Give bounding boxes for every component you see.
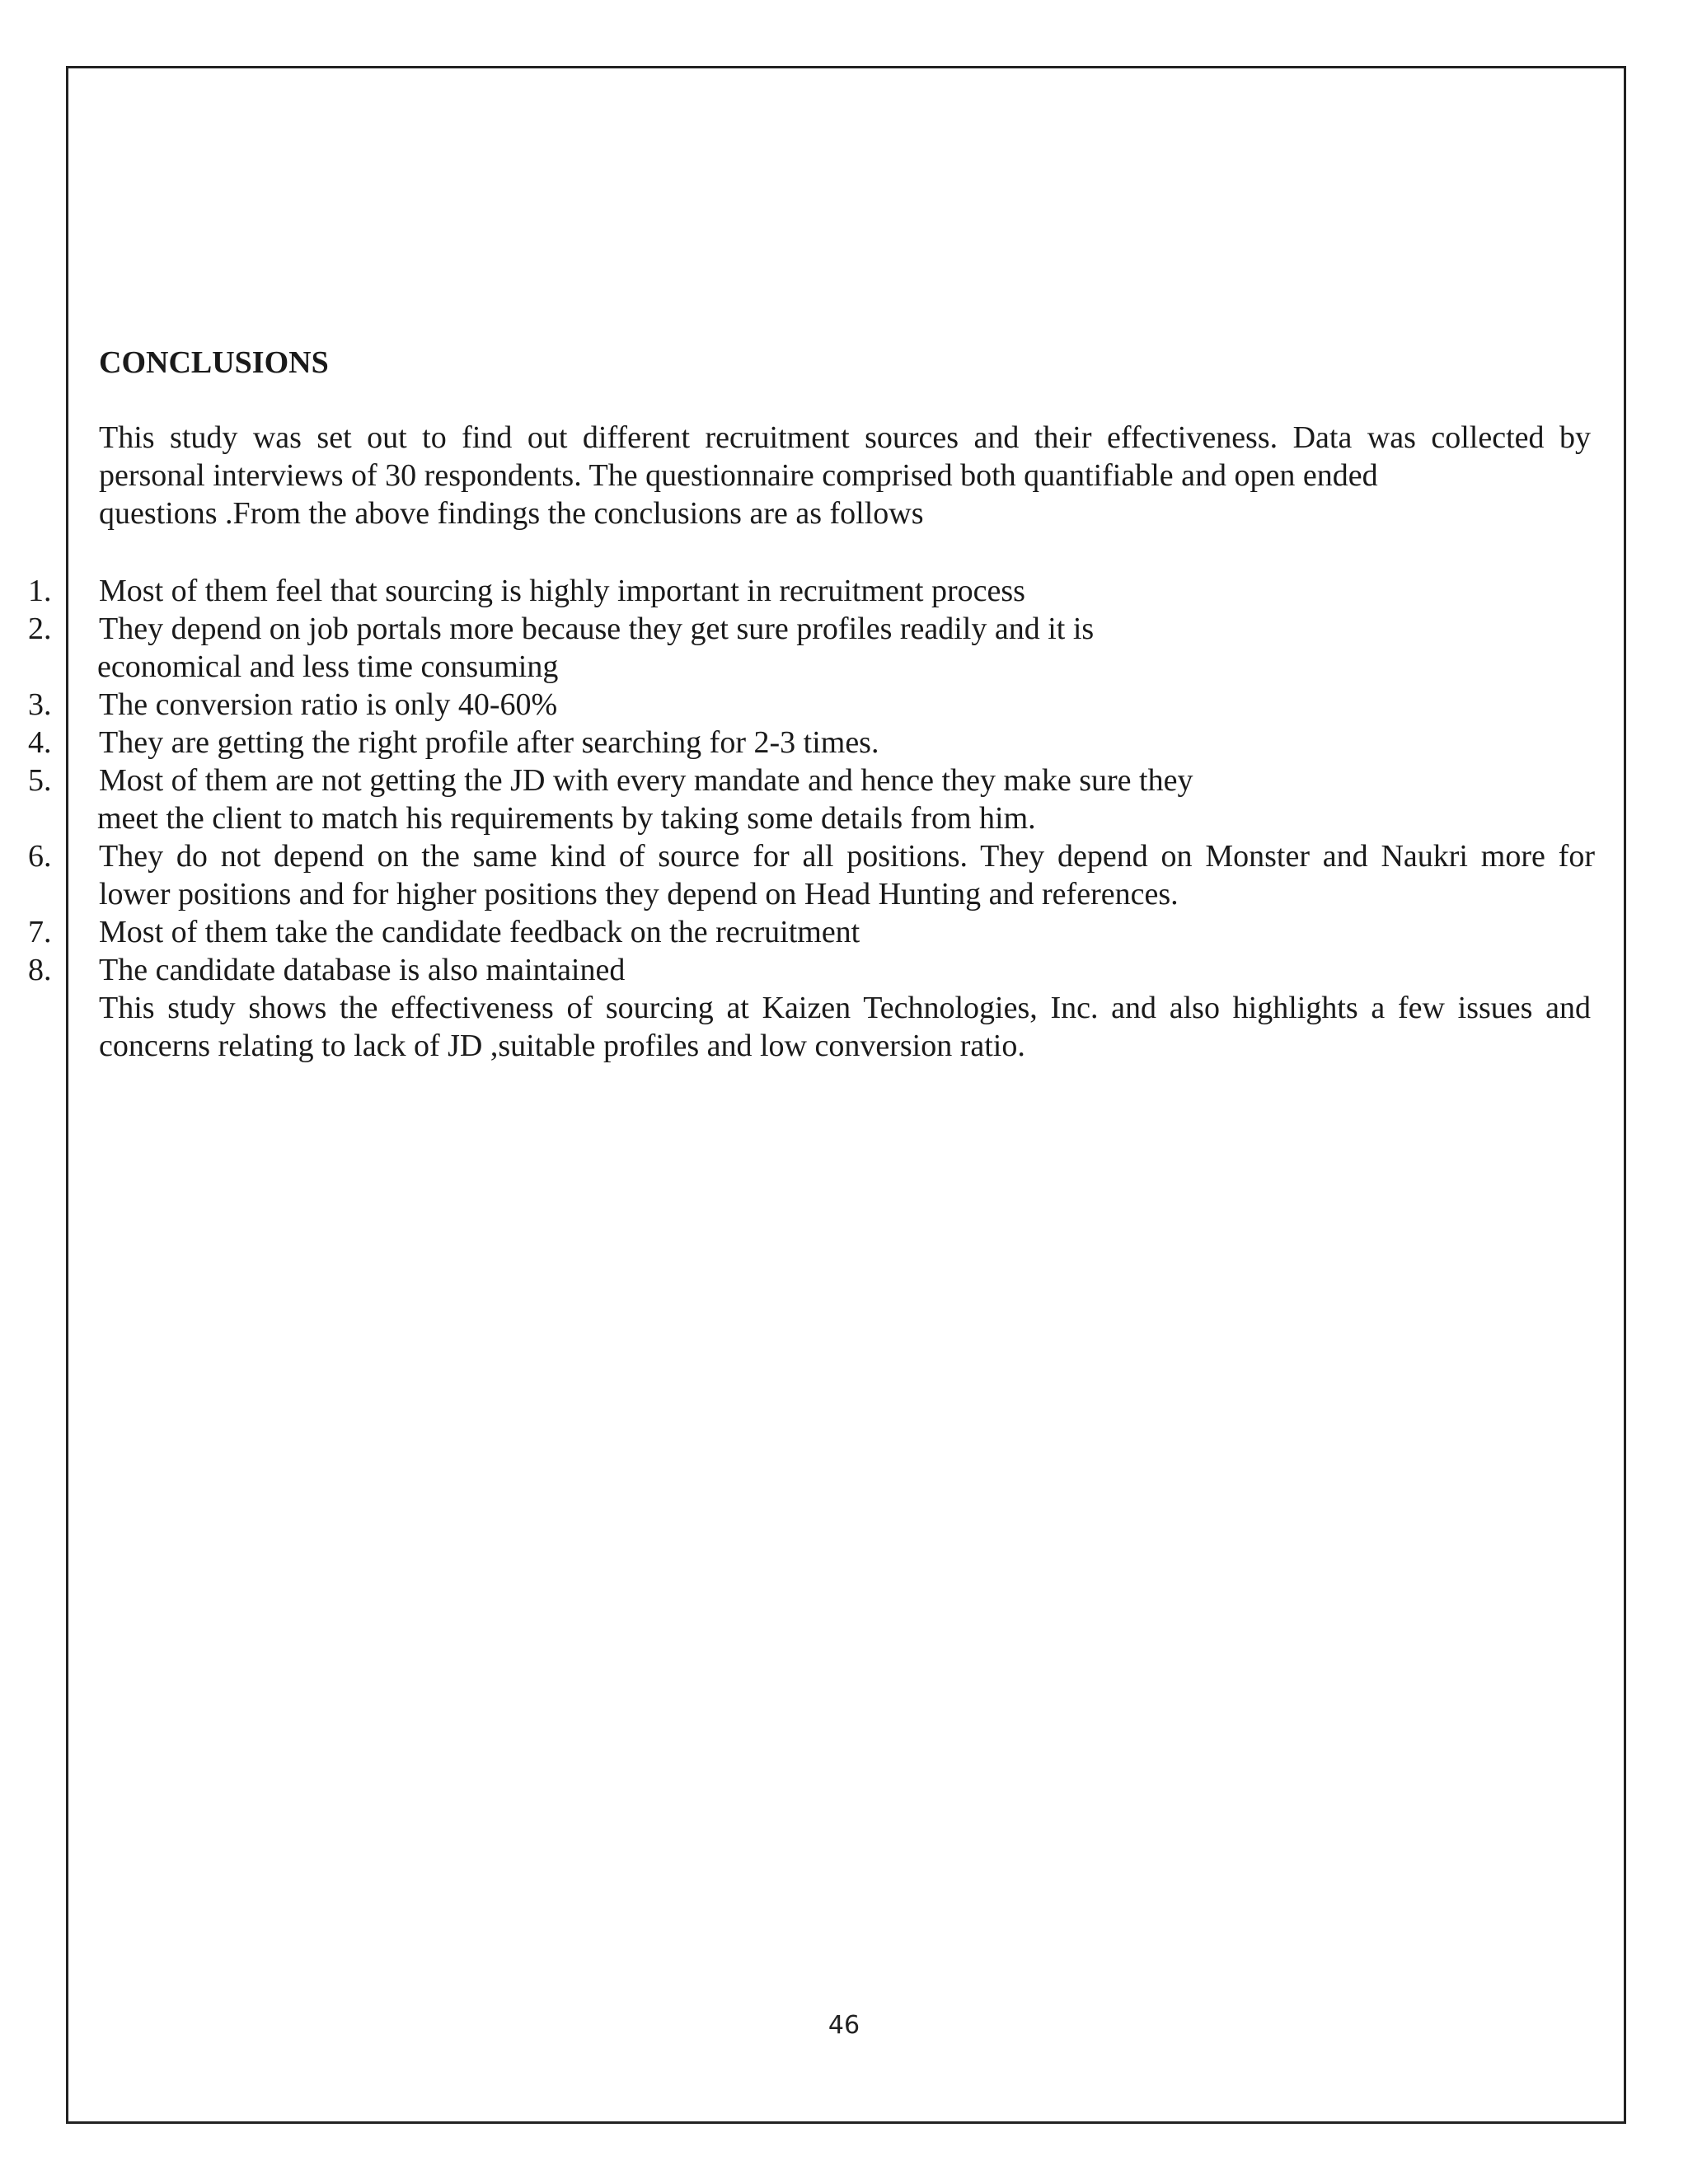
list-item-number: 3. — [28, 687, 52, 722]
list-item-line: The conversion ratio is only 40-60% — [99, 687, 558, 722]
closing-paragraph — [99, 989, 1591, 1065]
list-item-number: 5. — [28, 763, 52, 798]
list-item-number: 4. — [28, 725, 52, 760]
list-item-text — [99, 951, 1595, 989]
list-item-line: Most of them feel that sourcing is highly important in recruitment process — [99, 574, 1025, 608]
list-item-number: 7. — [28, 915, 52, 949]
list-item-line: They are getting the right profile after searching for 2-3 times. — [99, 725, 879, 760]
closing-line: This study shows the effectiveness of sourcing at Kaizen Technologies, Inc. and also highlights a few issues and — [99, 991, 1591, 1025]
conclusions-list — [0, 572, 1595, 989]
list-item — [0, 572, 1595, 610]
closing-line: concerns relating to lack of JD ,suitable profiles and low conversion ratio. — [99, 1029, 1025, 1063]
list-item — [0, 762, 1595, 837]
intro-line: questions .From the above findings the conclusions are as follows — [99, 496, 924, 531]
list-item-text — [99, 610, 1595, 686]
list-item-line: Most of them take the candidate feedback on the recruitment — [99, 915, 860, 949]
intro-line: This study was set out to find out different recruitment sources and their effectiveness. Data was collected by — [99, 420, 1591, 455]
list-item-text — [99, 837, 1595, 913]
list-item — [0, 610, 1595, 686]
list-item-line: The candidate database is also maintained — [99, 953, 626, 987]
list-item-text — [99, 913, 1595, 951]
list-item-text — [99, 572, 1595, 610]
list-item-line: They depend on job portals more because they get sure profiles readily and it is — [99, 612, 1095, 646]
list-item — [0, 724, 1595, 762]
intro-paragraph — [99, 419, 1591, 532]
list-item-number: 6. — [28, 839, 52, 874]
list-item — [0, 913, 1595, 951]
list-item-line: They do not depend on the same kind of source for all positions. They depend on Monster and Naukri more for — [99, 839, 1595, 874]
list-item — [0, 837, 1595, 913]
list-item-number: 1. — [28, 574, 52, 608]
list-item — [0, 686, 1595, 724]
intro-line: personal interviews of 30 respondents. The questionnaire comprised both quantifiable and open ended — [99, 458, 1378, 493]
page-number: 46 — [828, 2011, 860, 2040]
list-item — [0, 951, 1595, 989]
section-heading: CONCLUSIONS — [99, 345, 329, 380]
list-item-line: Most of them are not getting the JD with every mandate and hence they make sure they — [99, 763, 1193, 798]
list-item-number: 2. — [28, 612, 52, 646]
list-item-text — [99, 724, 1595, 762]
list-item-text — [99, 686, 1595, 724]
list-item-line: lower positions and for higher positions they depend on Head Hunting and references. — [99, 877, 1179, 912]
list-item-text — [99, 762, 1595, 837]
list-item-line: economical and less time consuming — [97, 649, 559, 684]
list-item-line: meet the client to match his requirements by taking some details from him. — [97, 801, 1036, 836]
list-item-number: 8. — [28, 953, 52, 987]
